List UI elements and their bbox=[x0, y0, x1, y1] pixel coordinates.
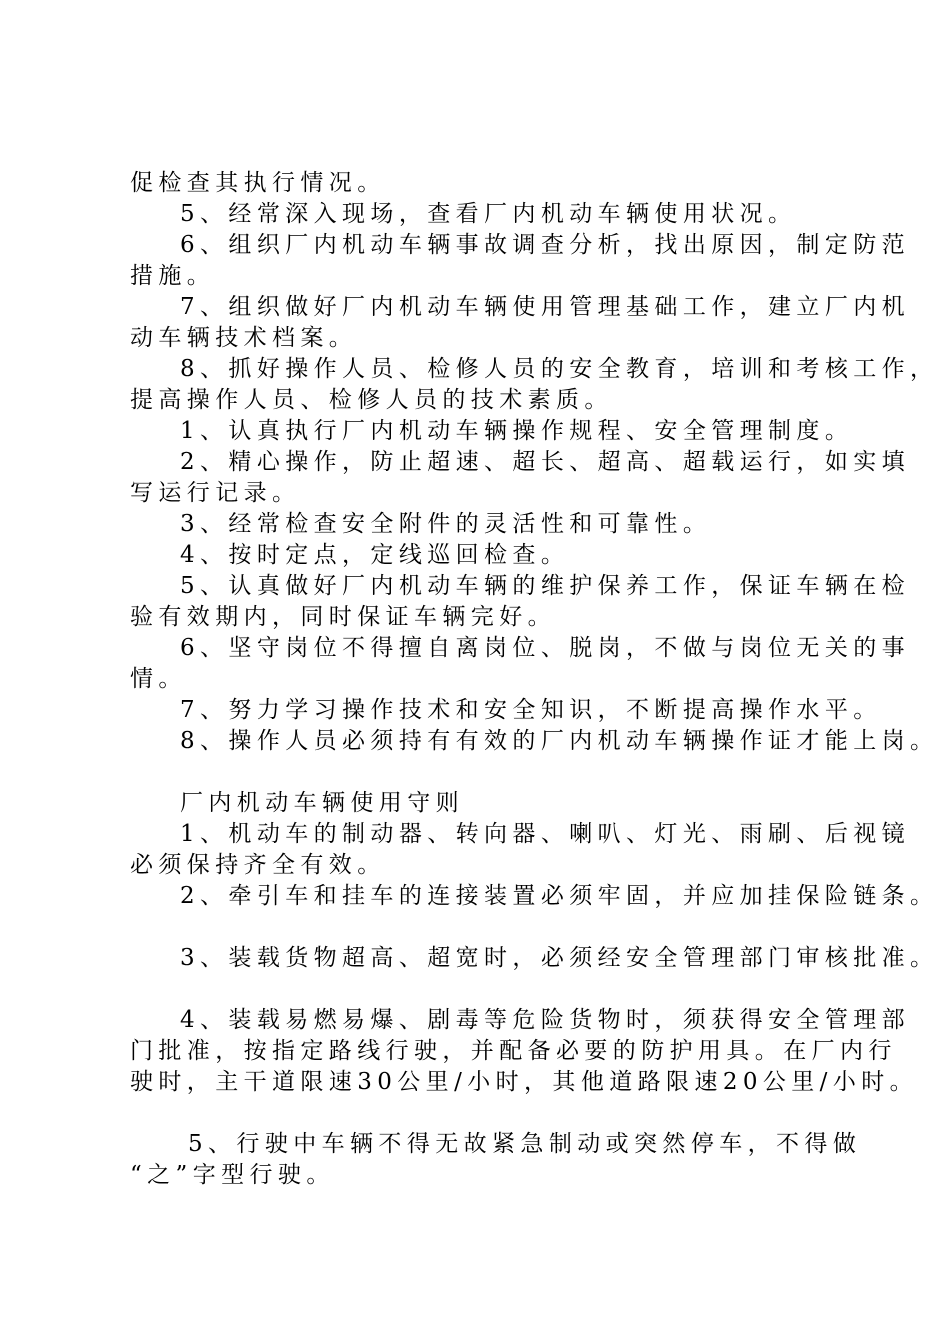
text-line: 促检查其执行情况。 bbox=[130, 170, 386, 196]
text-line: 动车辆技术档案。 bbox=[130, 325, 358, 351]
text-line: 驶时，主干道限速30公里/小时，其他道路限速20公里/小时。 bbox=[130, 1069, 919, 1095]
text-line: 5、经常深入现场，查看厂内机动车辆使用状况。 bbox=[180, 201, 797, 227]
text-line: 2、牵引车和挂车的连接装置必须牢固，并应加挂保险链条。 bbox=[180, 883, 939, 909]
text-line: 3、经常检查安全附件的灵活性和可靠性。 bbox=[180, 511, 712, 537]
text-line: 验有效期内，同时保证车辆完好。 bbox=[130, 604, 556, 630]
blank-line bbox=[130, 974, 850, 1005]
text-line: 提高操作人员、检修人员的技术素质。 bbox=[130, 387, 613, 413]
text-line: “之”字型行驶。 bbox=[130, 1162, 335, 1188]
text-line: 措施。 bbox=[130, 263, 216, 289]
section-heading: 厂内机动车辆使用守则 bbox=[180, 790, 464, 816]
text-line: 3、装载货物超高、超宽时，必须经安全管理部门审核批准。 bbox=[180, 945, 939, 971]
text-line: 4、装载易燃易爆、剧毒等危险货物时，须获得安全管理部 bbox=[180, 1007, 911, 1033]
blank-line bbox=[130, 1098, 850, 1129]
text-line: 门批准，按指定路线行驶，并配备必要的防护用具。在厂内行 bbox=[130, 1038, 897, 1064]
text-line: 6、组织厂内机动车辆事故调查分析，找出原因，制定防范 bbox=[180, 232, 911, 258]
text-line: 1、机动车的制动器、转向器、喇叭、灯光、雨刷、后视镜 bbox=[180, 821, 911, 847]
text-line: 写运行记录。 bbox=[130, 480, 301, 506]
text-line: 5、认真做好厂内机动车辆的维护保养工作，保证车辆在检 bbox=[180, 573, 911, 599]
text-line: 8、抓好操作人员、检修人员的安全教育，培训和考核工作， bbox=[180, 356, 939, 382]
text-line: 4、按时定点，定线巡回检查。 bbox=[180, 542, 570, 568]
document-body bbox=[130, 168, 939, 1191]
text-line: 情。 bbox=[130, 666, 187, 692]
text-line: 2、精心操作，防止超速、超长、超高、超载运行，如实填 bbox=[180, 449, 911, 475]
text-line: 7、努力学习操作技术和安全知识，不断提高操作水平。 bbox=[180, 697, 882, 723]
blank-line bbox=[130, 912, 850, 943]
text-line: 必须保持齐全有效。 bbox=[130, 852, 386, 878]
blank-line bbox=[130, 757, 850, 788]
text-line: 7、组织做好厂内机动车辆使用管理基础工作，建立厂内机 bbox=[180, 294, 911, 320]
text-line: 5、行驶中车辆不得无故紧急制动或突然停车，不得做 bbox=[188, 1131, 862, 1157]
text-line: 6、坚守岗位不得擅自离岗位、脱岗，不做与岗位无关的事 bbox=[180, 635, 911, 661]
text-line: 1、认真执行厂内机动车辆操作规程、安全管理制度。 bbox=[180, 418, 854, 444]
text-line: 8、操作人员必须持有有效的厂内机动车辆操作证才能上岗。 bbox=[180, 728, 939, 754]
